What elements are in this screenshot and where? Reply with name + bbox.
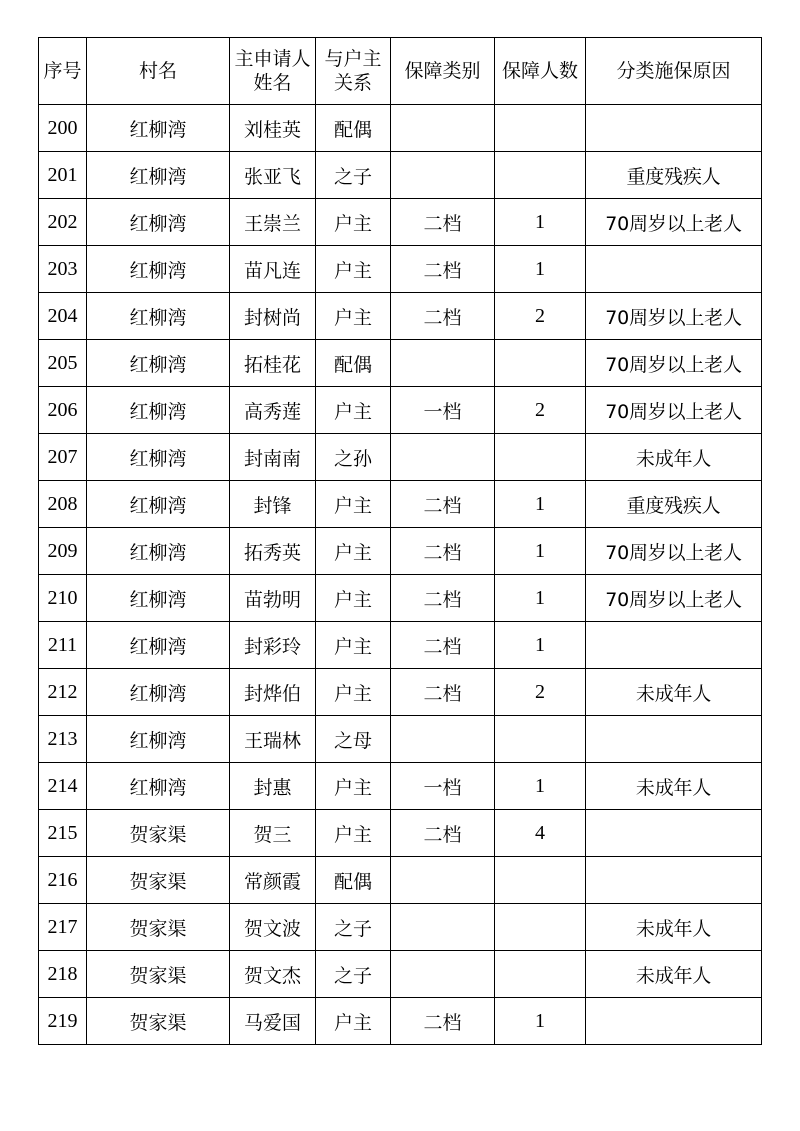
cell-village-name: 红柳湾: [87, 293, 230, 340]
cell-assistance-category: [391, 904, 495, 951]
cell-village-name: 贺家渠: [87, 998, 230, 1045]
cell-classification-reason: [586, 857, 762, 904]
table-row: [39, 293, 762, 340]
cell-assistance-category: 二档: [391, 622, 495, 669]
cell-serial-number: 215: [39, 810, 87, 857]
cell-assistance-category: 二档: [391, 810, 495, 857]
cell-classification-reason: 70周岁以上老人: [586, 387, 762, 434]
header-classification-reason: 分类施保原因: [586, 38, 762, 105]
cell-assistance-count: [495, 434, 586, 481]
cell-village-name: 红柳湾: [87, 763, 230, 810]
table-row: [39, 857, 762, 904]
cell-relation-to-head: 配偶: [316, 340, 391, 387]
cell-applicant-name: 贺文波: [230, 904, 316, 951]
cell-assistance-count: 2: [495, 669, 586, 716]
table-row: [39, 340, 762, 387]
cell-assistance-count: 1: [495, 998, 586, 1045]
table-row: [39, 434, 762, 481]
table-row: [39, 998, 762, 1045]
cell-assistance-count: 2: [495, 387, 586, 434]
cell-serial-number: 212: [39, 669, 87, 716]
cell-village-name: 红柳湾: [87, 716, 230, 763]
cell-applicant-name: 王瑞林: [230, 716, 316, 763]
header-village-name: 村名: [87, 38, 230, 105]
cell-assistance-category: 二档: [391, 528, 495, 575]
cell-village-name: 贺家渠: [87, 857, 230, 904]
cell-serial-number: 201: [39, 152, 87, 199]
table-row: [39, 387, 762, 434]
cell-assistance-category: [391, 434, 495, 481]
cell-assistance-count: [495, 904, 586, 951]
cell-village-name: 红柳湾: [87, 199, 230, 246]
cell-assistance-count: 1: [495, 622, 586, 669]
cell-classification-reason: [586, 105, 762, 152]
cell-classification-reason: 重度残疾人: [586, 481, 762, 528]
cell-applicant-name: 王崇兰: [230, 199, 316, 246]
cell-serial-number: 204: [39, 293, 87, 340]
table-row: [39, 199, 762, 246]
cell-relation-to-head: 之母: [316, 716, 391, 763]
cell-relation-to-head: 之孙: [316, 434, 391, 481]
cell-assistance-category: [391, 105, 495, 152]
cell-relation-to-head: 之子: [316, 152, 391, 199]
cell-relation-to-head: 户主: [316, 669, 391, 716]
cell-assistance-count: 1: [495, 575, 586, 622]
cell-applicant-name: 张亚飞: [230, 152, 316, 199]
cell-village-name: 贺家渠: [87, 951, 230, 998]
cell-applicant-name: 刘桂英: [230, 105, 316, 152]
cell-assistance-category: [391, 951, 495, 998]
cell-assistance-count: [495, 951, 586, 998]
cell-assistance-count: [495, 857, 586, 904]
header-applicant-name: 主申请人姓名: [230, 38, 316, 105]
cell-applicant-name: 拓秀英: [230, 528, 316, 575]
cell-serial-number: 219: [39, 998, 87, 1045]
cell-relation-to-head: 户主: [316, 998, 391, 1045]
cell-relation-to-head: 户主: [316, 246, 391, 293]
cell-applicant-name: 贺三: [230, 810, 316, 857]
cell-serial-number: 210: [39, 575, 87, 622]
cell-serial-number: 211: [39, 622, 87, 669]
cell-classification-reason: 70周岁以上老人: [586, 293, 762, 340]
cell-applicant-name: 马爱国: [230, 998, 316, 1045]
cell-village-name: 红柳湾: [87, 246, 230, 293]
cell-classification-reason: [586, 246, 762, 293]
cell-serial-number: 203: [39, 246, 87, 293]
cell-village-name: 红柳湾: [87, 434, 230, 481]
cell-serial-number: 208: [39, 481, 87, 528]
cell-relation-to-head: 户主: [316, 763, 391, 810]
cell-applicant-name: 封树尚: [230, 293, 316, 340]
cell-serial-number: 200: [39, 105, 87, 152]
cell-assistance-category: [391, 716, 495, 763]
cell-assistance-category: 二档: [391, 199, 495, 246]
table-row: [39, 246, 762, 293]
cell-assistance-count: 1: [495, 763, 586, 810]
cell-assistance-count: [495, 340, 586, 387]
cell-village-name: 贺家渠: [87, 904, 230, 951]
cell-assistance-category: 一档: [391, 387, 495, 434]
table-body: [39, 105, 762, 1045]
cell-assistance-count: [495, 716, 586, 763]
cell-relation-to-head: 户主: [316, 622, 391, 669]
cell-assistance-count: [495, 105, 586, 152]
cell-assistance-category: 二档: [391, 669, 495, 716]
cell-classification-reason: [586, 810, 762, 857]
cell-assistance-category: 二档: [391, 246, 495, 293]
cell-applicant-name: 苗凡连: [230, 246, 316, 293]
header-serial-number: 序号: [39, 38, 87, 105]
cell-classification-reason: 未成年人: [586, 763, 762, 810]
cell-relation-to-head: 之子: [316, 951, 391, 998]
cell-classification-reason: 未成年人: [586, 904, 762, 951]
cell-assistance-category: [391, 152, 495, 199]
table-row: [39, 481, 762, 528]
cell-serial-number: 217: [39, 904, 87, 951]
cell-relation-to-head: 户主: [316, 575, 391, 622]
cell-serial-number: 218: [39, 951, 87, 998]
cell-village-name: 红柳湾: [87, 340, 230, 387]
cell-classification-reason: 未成年人: [586, 434, 762, 481]
header-assistance-count: 保障人数: [495, 38, 586, 105]
table-row: [39, 575, 762, 622]
cell-serial-number: 213: [39, 716, 87, 763]
cell-classification-reason: 70周岁以上老人: [586, 575, 762, 622]
cell-applicant-name: 封南南: [230, 434, 316, 481]
cell-assistance-count: 2: [495, 293, 586, 340]
cell-village-name: 红柳湾: [87, 528, 230, 575]
cell-classification-reason: 70周岁以上老人: [586, 199, 762, 246]
cell-serial-number: 205: [39, 340, 87, 387]
cell-relation-to-head: 户主: [316, 293, 391, 340]
cell-village-name: 红柳湾: [87, 669, 230, 716]
table-row: [39, 810, 762, 857]
cell-serial-number: 202: [39, 199, 87, 246]
cell-relation-to-head: 配偶: [316, 857, 391, 904]
cell-applicant-name: 贺文杰: [230, 951, 316, 998]
table-row: [39, 716, 762, 763]
cell-classification-reason: 未成年人: [586, 951, 762, 998]
cell-assistance-count: 1: [495, 246, 586, 293]
cell-relation-to-head: 户主: [316, 528, 391, 575]
cell-assistance-category: 一档: [391, 763, 495, 810]
cell-village-name: 红柳湾: [87, 575, 230, 622]
cell-village-name: 红柳湾: [87, 152, 230, 199]
header-assistance-category: 保障类别: [391, 38, 495, 105]
cell-classification-reason: [586, 622, 762, 669]
cell-serial-number: 209: [39, 528, 87, 575]
cell-applicant-name: 常颜霞: [230, 857, 316, 904]
cell-village-name: 贺家渠: [87, 810, 230, 857]
cell-assistance-count: 4: [495, 810, 586, 857]
cell-assistance-count: 1: [495, 528, 586, 575]
table-row: [39, 763, 762, 810]
table-row: [39, 951, 762, 998]
cell-applicant-name: 封烨伯: [230, 669, 316, 716]
cell-classification-reason: [586, 998, 762, 1045]
cell-applicant-name: 封锋: [230, 481, 316, 528]
cell-relation-to-head: 配偶: [316, 105, 391, 152]
table-row: [39, 904, 762, 951]
cell-serial-number: 216: [39, 857, 87, 904]
cell-assistance-category: 二档: [391, 575, 495, 622]
table-row: [39, 528, 762, 575]
cell-serial-number: 206: [39, 387, 87, 434]
cell-serial-number: 214: [39, 763, 87, 810]
cell-applicant-name: 高秀莲: [230, 387, 316, 434]
cell-applicant-name: 封惠: [230, 763, 316, 810]
cell-assistance-count: [495, 152, 586, 199]
header-relation-to-head: 与户主关系: [316, 38, 391, 105]
cell-assistance-category: 二档: [391, 293, 495, 340]
cell-assistance-category: [391, 857, 495, 904]
cell-village-name: 红柳湾: [87, 387, 230, 434]
header-row: [39, 38, 762, 105]
cell-applicant-name: 封彩玲: [230, 622, 316, 669]
cell-assistance-category: [391, 340, 495, 387]
cell-classification-reason: 70周岁以上老人: [586, 528, 762, 575]
table-row: [39, 669, 762, 716]
cell-classification-reason: 重度残疾人: [586, 152, 762, 199]
cell-classification-reason: 未成年人: [586, 669, 762, 716]
table-row: [39, 152, 762, 199]
cell-village-name: 红柳湾: [87, 105, 230, 152]
cell-village-name: 红柳湾: [87, 622, 230, 669]
cell-classification-reason: 70周岁以上老人: [586, 340, 762, 387]
cell-assistance-count: 1: [495, 481, 586, 528]
cell-relation-to-head: 之子: [316, 904, 391, 951]
cell-assistance-category: 二档: [391, 998, 495, 1045]
cell-relation-to-head: 户主: [316, 481, 391, 528]
cell-relation-to-head: 户主: [316, 387, 391, 434]
assistance-roster-table: [38, 37, 762, 1045]
cell-serial-number: 207: [39, 434, 87, 481]
cell-applicant-name: 拓桂花: [230, 340, 316, 387]
cell-classification-reason: [586, 716, 762, 763]
cell-relation-to-head: 户主: [316, 199, 391, 246]
cell-assistance-category: 二档: [391, 481, 495, 528]
table-row: [39, 622, 762, 669]
cell-village-name: 红柳湾: [87, 481, 230, 528]
cell-relation-to-head: 户主: [316, 810, 391, 857]
cell-applicant-name: 苗勃明: [230, 575, 316, 622]
cell-assistance-count: 1: [495, 199, 586, 246]
table-row: [39, 105, 762, 152]
